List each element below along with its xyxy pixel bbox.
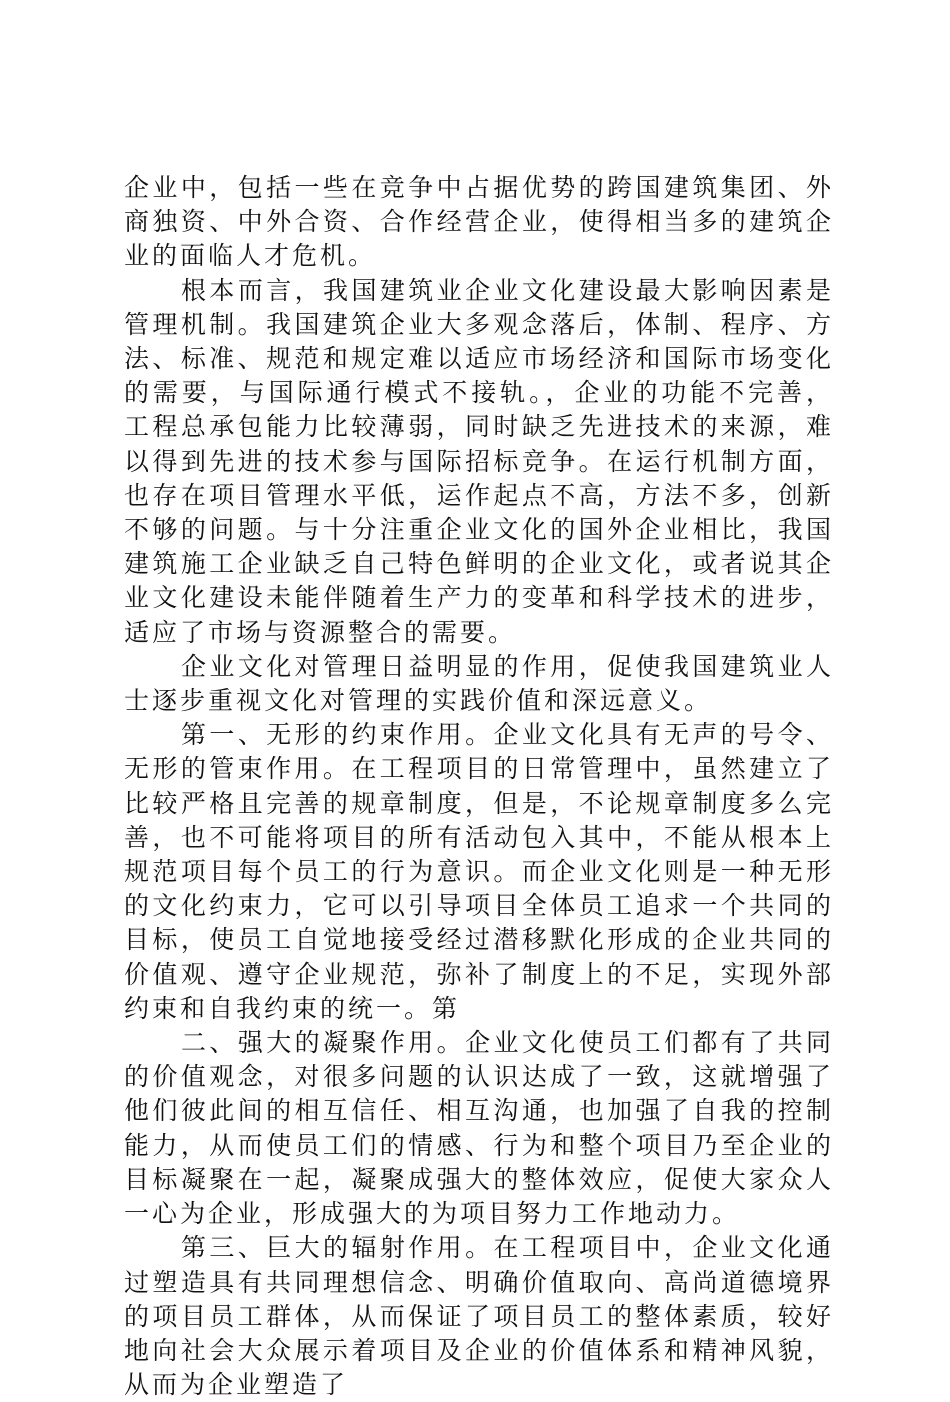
paragraph-management-mechanism: 根本而言，我国建筑业企业文化建设最大影响因素是管理机制。我国建筑企业大多观念落后，体制、程序、方法、标准、规范和规定难以适应市场经济和国际市场变化的需要，与国际通行模式不接轨。，企业的功能不完善，工程总承包能力比较薄弱，同时缺乏先进技术的来源，难以得到先进的技术参与国际招标竞争。在运行机制方面，也存在项目管理水平低，运作起点不高，方法不多，创新不够的问题。与十分注重企业文化的国外企业相比，我国建筑施工企业缺乏自己特色鲜明的企业文化，或者说其企业文化建设未能伴随着生产力的变革和科学技术的进步，适应了市场与资源整合的需要。 [124,275,834,647]
document-body [124,171,834,1402]
paragraph-radiation-effect: 第三、巨大的辐射作用。在工程项目中，企业文化通过塑造具有共同理想信念、明确价值取向、高尚道德境界的项目员工群体，从而保证了项目员工的整体素质，较好地向社会大众展示着项目及企业的价值体系和精神风貌，从而为企业塑造了 [124,1233,834,1400]
paragraph-talent-crisis: 企业中，包括一些在竞争中占据优势的跨国建筑集团、外商独资、中外合资、合作经营企业，使得相当多的建筑企业的面临人才危机。 [124,173,834,271]
paragraph-cohesion-effect: 二、强大的凝聚作用。企业文化使员工们都有了共同的价值观念，对很多问题的认识达成了一致，这就增强了他们彼此间的相互信任、相互沟通，也加强了自我的控制能力，从而使员工们的情感、行为和整个项目乃至企业的目标凝聚在一起，凝聚成强大的整体效应，促使大家众人一心为企业，形成强大的为项目努力工作地动力。 [124,1028,834,1229]
paragraph-culture-role: 企业文化对管理日益明显的作用，促使我国建筑业人士逐步重视文化对管理的实践价值和深远意义。 [124,651,834,716]
paragraph-constraint-effect: 第一、无形的约束作用。企业文化具有无声的号令、无形的管束作用。在工程项目的日常管理中，虽然建立了比较严格且完善的规章制度，但是，不论规章制度多么完善，也不可能将项目的所有活动包入其中，不能从根本上规范项目每个员工的行为意识。而企业文化则是一种无形的文化约束力，它可以引导项目全体员工追求一个共同的目标，使员工自觉地接受经过潜移默化形成的企业共同的价值观、遵守企业规范，弥补了制度上的不足，实现外部约束和自我约束的统一。第 [124,720,834,1023]
